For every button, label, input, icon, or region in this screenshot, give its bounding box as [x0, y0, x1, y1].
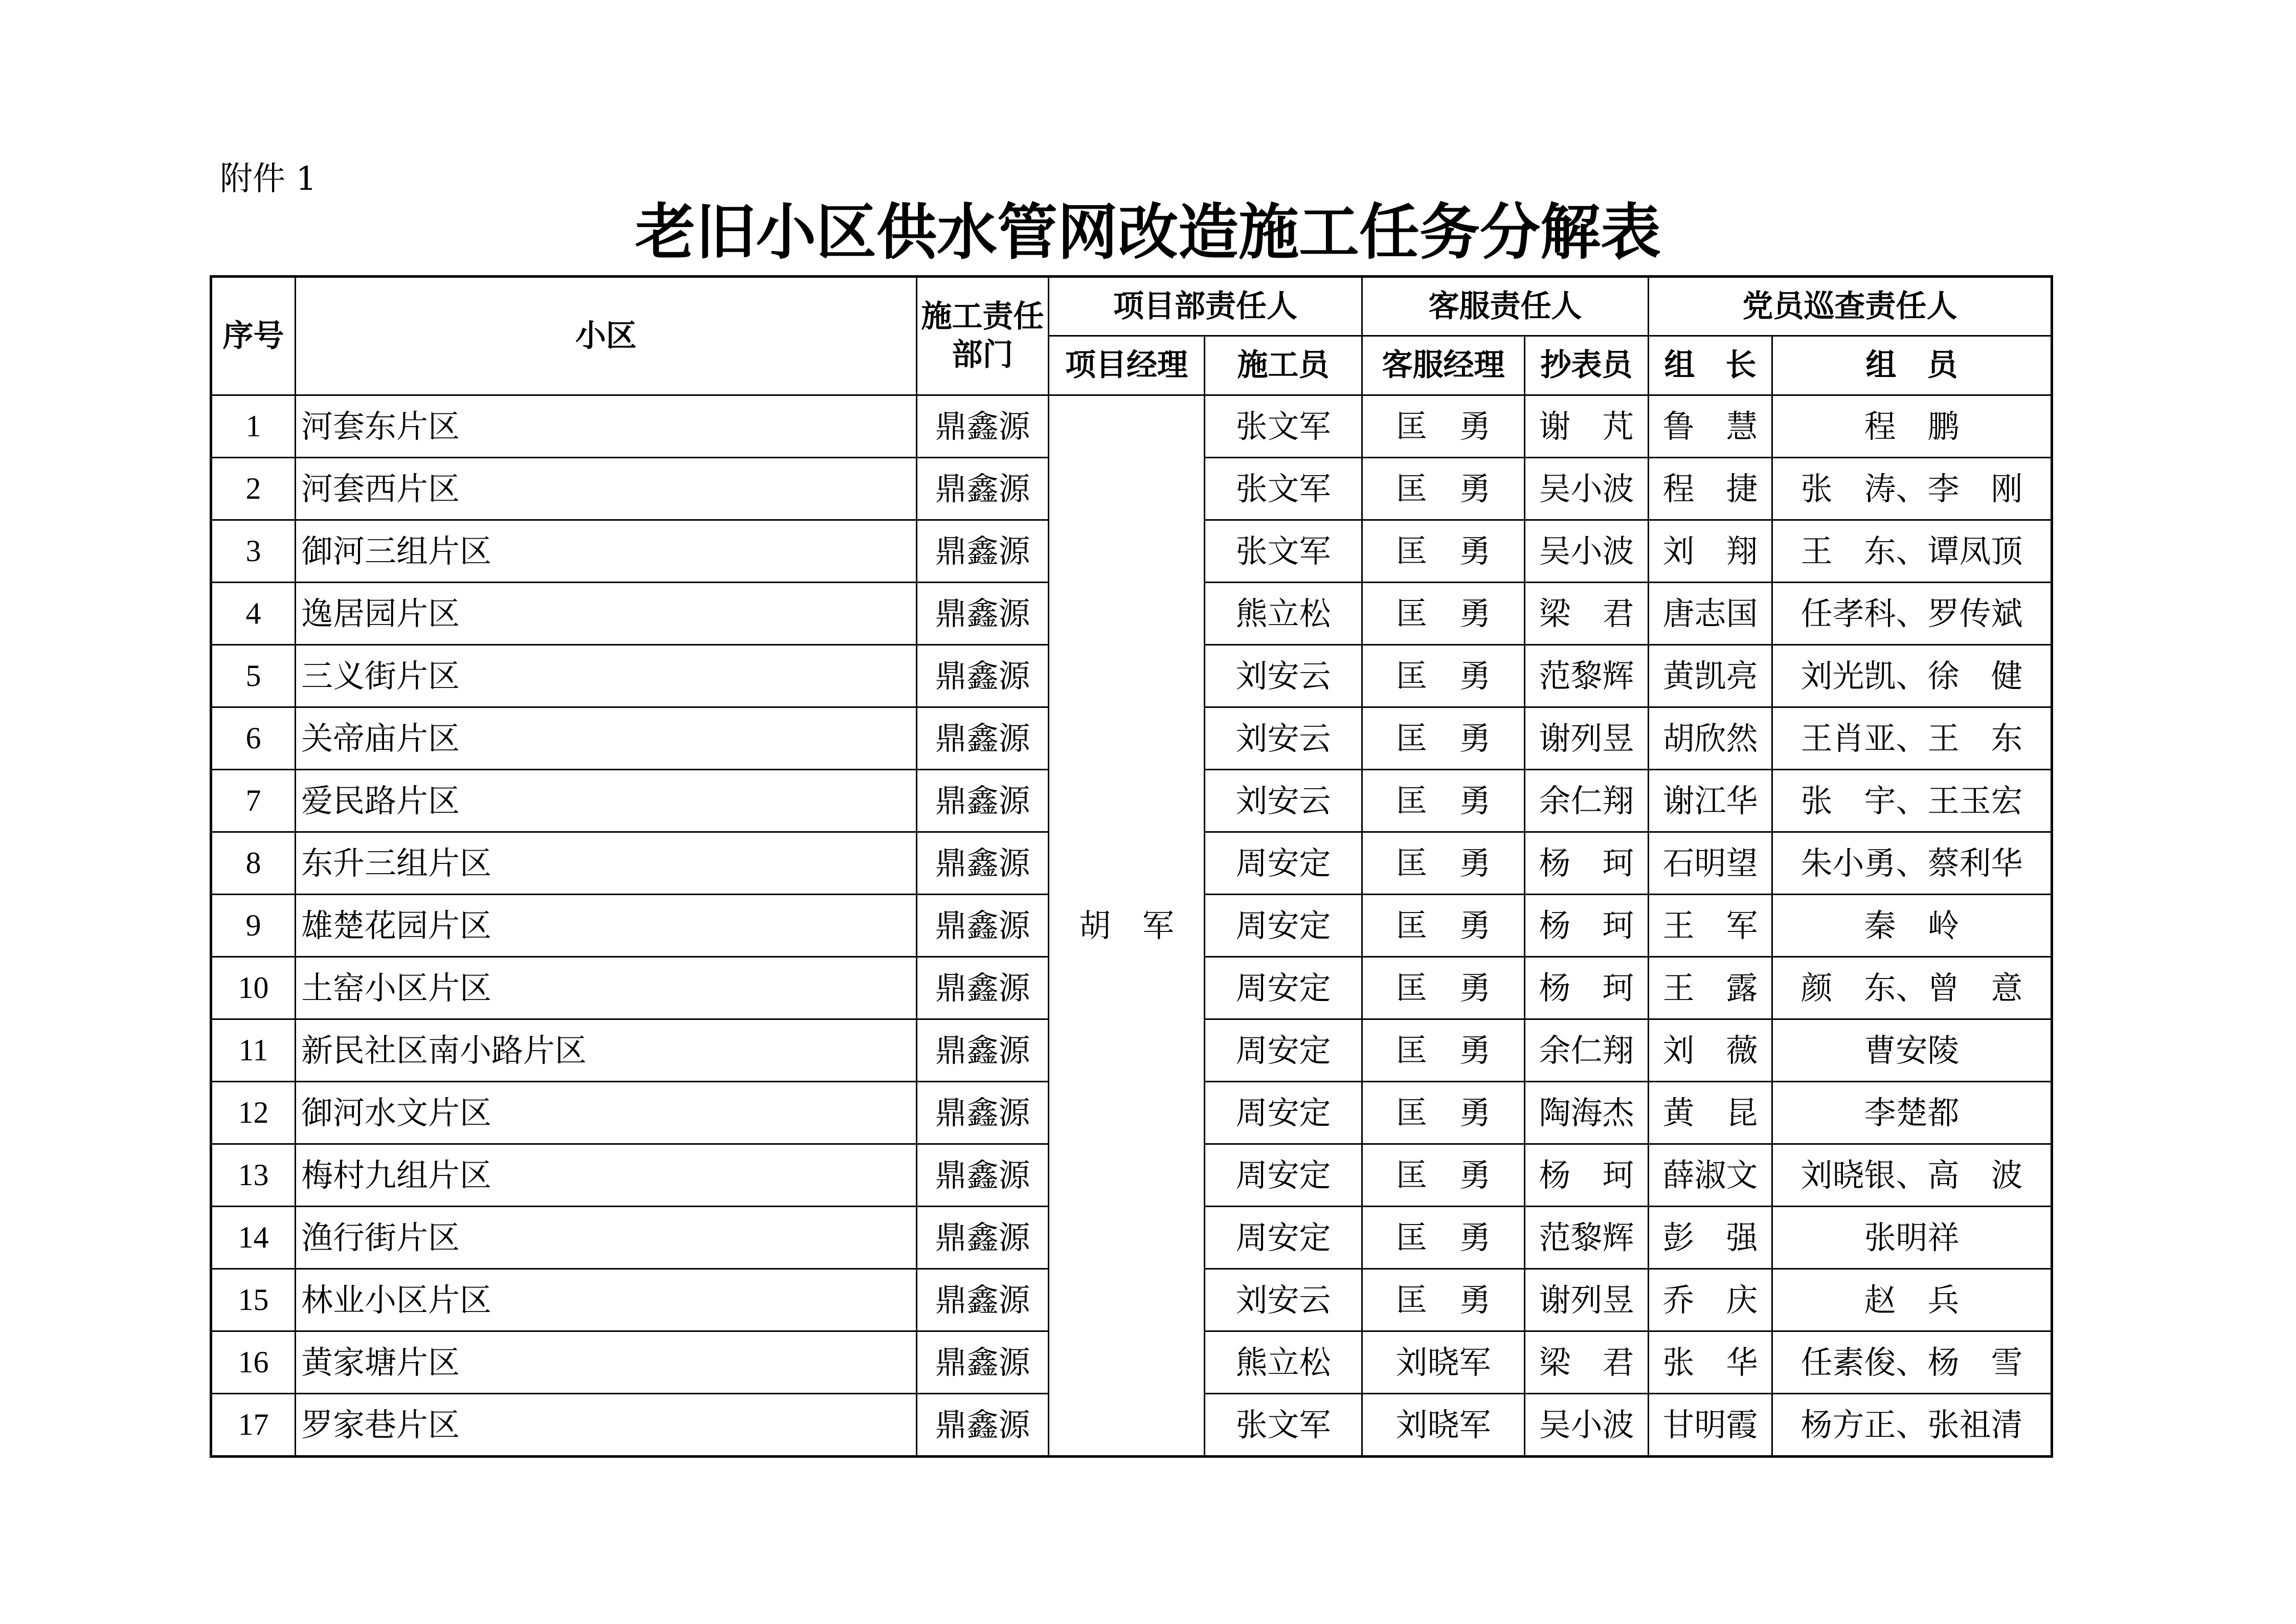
row-district: 逸居园片区: [296, 583, 917, 645]
row-constructor: 张文军: [1205, 395, 1362, 458]
header-constructor: 施工员: [1205, 336, 1362, 395]
row-constructor: 刘安云: [1205, 707, 1362, 770]
header-district: 小区: [296, 277, 917, 395]
row-team-leader: 石明望: [1649, 832, 1772, 895]
row-constructor: 周安定: [1205, 895, 1362, 957]
row-team-leader: 乔 庆: [1649, 1269, 1772, 1331]
row-seq: 13: [211, 1144, 296, 1207]
row-seq: 15: [211, 1269, 296, 1331]
row-dept: 鼎鑫源: [917, 1082, 1049, 1144]
row-district: 东升三组片区: [296, 832, 917, 895]
row-dept: 鼎鑫源: [917, 895, 1049, 957]
row-service-manager: 匡 勇: [1362, 583, 1525, 645]
row-district: 三义街片区: [296, 645, 917, 707]
row-seq: 4: [211, 583, 296, 645]
row-dept: 鼎鑫源: [917, 707, 1049, 770]
row-meter-reader: 杨 珂: [1525, 832, 1649, 895]
row-dept: 鼎鑫源: [917, 583, 1049, 645]
row-seq: 8: [211, 832, 296, 895]
row-meter-reader: 谢列昱: [1525, 1269, 1649, 1331]
row-constructor: 周安定: [1205, 957, 1362, 1019]
row-team-leader: 薛淑文: [1649, 1144, 1772, 1207]
row-team-leader: 张 华: [1649, 1331, 1772, 1394]
row-team-members: 赵 兵: [1772, 1269, 2052, 1331]
row-district: 关帝庙片区: [296, 707, 917, 770]
header-seq: 序号: [211, 277, 296, 395]
row-team-members: 刘光凯、徐 健: [1772, 645, 2052, 707]
row-dept: 鼎鑫源: [917, 1269, 1049, 1331]
row-district: 雄楚花园片区: [296, 895, 917, 957]
project-manager-name: 胡 军: [1049, 395, 1205, 1457]
row-seq: 1: [211, 395, 296, 458]
row-constructor: 熊立松: [1205, 1331, 1362, 1394]
row-seq: 14: [211, 1207, 296, 1269]
row-service-manager: 刘晓军: [1362, 1394, 1525, 1457]
header-service-manager: 客服经理: [1362, 336, 1525, 395]
row-meter-reader: 梁 君: [1525, 1331, 1649, 1394]
row-service-manager: 匡 勇: [1362, 645, 1525, 707]
row-dept: 鼎鑫源: [917, 395, 1049, 458]
row-dept: 鼎鑫源: [917, 645, 1049, 707]
row-seq: 3: [211, 520, 296, 583]
row-constructor: 刘安云: [1205, 1269, 1362, 1331]
row-district: 渔行街片区: [296, 1207, 917, 1269]
row-district: 土窑小区片区: [296, 957, 917, 1019]
row-team-leader: 谢江华: [1649, 770, 1772, 832]
header-dept: 施工责任部门: [917, 277, 1049, 395]
row-service-manager: 匡 勇: [1362, 1082, 1525, 1144]
row-meter-reader: 吴小波: [1525, 520, 1649, 583]
row-meter-reader: 谢列昱: [1525, 707, 1649, 770]
row-dept: 鼎鑫源: [917, 1207, 1049, 1269]
row-service-manager: 匡 勇: [1362, 520, 1525, 583]
row-service-manager: 匡 勇: [1362, 1144, 1525, 1207]
row-meter-reader: 谢 芃: [1525, 395, 1649, 458]
row-team-members: 曹安陵: [1772, 1019, 2052, 1082]
header-meter-reader: 抄表员: [1525, 336, 1649, 395]
row-district: 河套东片区: [296, 395, 917, 458]
row-service-manager: 匡 勇: [1362, 458, 1525, 520]
row-team-members: 杨方正、张祖清: [1772, 1394, 2052, 1457]
row-meter-reader: 余仁翔: [1525, 1019, 1649, 1082]
row-team-leader: 黄凯亮: [1649, 645, 1772, 707]
row-dept: 鼎鑫源: [917, 832, 1049, 895]
row-seq: 7: [211, 770, 296, 832]
row-service-manager: 匡 勇: [1362, 770, 1525, 832]
row-dept: 鼎鑫源: [917, 1144, 1049, 1207]
row-dept: 鼎鑫源: [917, 770, 1049, 832]
row-district: 御河水文片区: [296, 1082, 917, 1144]
row-service-manager: 匡 勇: [1362, 895, 1525, 957]
row-constructor: 周安定: [1205, 1082, 1362, 1144]
row-district: 黄家塘片区: [296, 1331, 917, 1394]
row-team-members: 张明祥: [1772, 1207, 2052, 1269]
row-seq: 2: [211, 458, 296, 520]
row-team-members: 颜 东、曾 意: [1772, 957, 2052, 1019]
row-team-members: 张 涛、李 刚: [1772, 458, 2052, 520]
header-team-member: 组 员: [1772, 336, 2052, 395]
row-seq: 10: [211, 957, 296, 1019]
row-meter-reader: 范黎辉: [1525, 645, 1649, 707]
row-team-leader: 王 露: [1649, 957, 1772, 1019]
row-district: 罗家巷片区: [296, 1394, 917, 1457]
row-team-members: 李楚都: [1772, 1082, 2052, 1144]
row-team-leader: 甘明霞: [1649, 1394, 1772, 1457]
row-team-members: 程 鹏: [1772, 395, 2052, 458]
row-team-leader: 唐志国: [1649, 583, 1772, 645]
row-team-leader: 刘 翔: [1649, 520, 1772, 583]
header-patrol-group: 党员巡查责任人: [1649, 277, 2052, 336]
row-district: 新民社区南小路片区: [296, 1019, 917, 1082]
row-meter-reader: 杨 珂: [1525, 1144, 1649, 1207]
row-seq: 11: [211, 1019, 296, 1082]
row-meter-reader: 吴小波: [1525, 458, 1649, 520]
row-meter-reader: 余仁翔: [1525, 770, 1649, 832]
row-service-manager: 匡 勇: [1362, 957, 1525, 1019]
document-title: 老旧小区供水管网改造施工任务分解表: [635, 197, 1661, 268]
row-seq: 16: [211, 1331, 296, 1394]
row-dept: 鼎鑫源: [917, 957, 1049, 1019]
table-row: [211, 395, 2052, 458]
row-team-leader: 彭 强: [1649, 1207, 1772, 1269]
row-constructor: 熊立松: [1205, 583, 1362, 645]
row-seq: 6: [211, 707, 296, 770]
row-team-members: 朱小勇、蔡利华: [1772, 832, 2052, 895]
row-team-leader: 王 军: [1649, 895, 1772, 957]
row-team-members: 任孝科、罗传斌: [1772, 583, 2052, 645]
row-service-manager: 匡 勇: [1362, 1019, 1525, 1082]
row-meter-reader: 范黎辉: [1525, 1207, 1649, 1269]
row-dept: 鼎鑫源: [917, 1019, 1049, 1082]
row-team-members: 张 宇、王玉宏: [1772, 770, 2052, 832]
row-team-leader: 鲁 慧: [1649, 395, 1772, 458]
row-team-members: 王 东、谭凤顶: [1772, 520, 2052, 583]
row-district: 爱民路片区: [296, 770, 917, 832]
header-project-group: 项目部责任人: [1049, 277, 1362, 336]
header-service-group: 客服责任人: [1362, 277, 1649, 336]
row-meter-reader: 陶海杰: [1525, 1082, 1649, 1144]
row-seq: 5: [211, 645, 296, 707]
task-table: [210, 275, 2053, 1458]
row-team-members: 刘晓银、高 波: [1772, 1144, 2052, 1207]
row-constructor: 周安定: [1205, 1019, 1362, 1082]
row-constructor: 周安定: [1205, 1207, 1362, 1269]
attachment-label: 附件 1: [220, 160, 317, 198]
row-dept: 鼎鑫源: [917, 1331, 1049, 1394]
row-service-manager: 匡 勇: [1362, 395, 1525, 458]
row-seq: 17: [211, 1394, 296, 1457]
row-meter-reader: 杨 珂: [1525, 957, 1649, 1019]
row-dept: 鼎鑫源: [917, 1394, 1049, 1457]
row-seq: 9: [211, 895, 296, 957]
row-service-manager: 匡 勇: [1362, 707, 1525, 770]
row-meter-reader: 梁 君: [1525, 583, 1649, 645]
row-team-members: 任素俊、杨 雪: [1772, 1331, 2052, 1394]
row-constructor: 张文军: [1205, 520, 1362, 583]
row-service-manager: 刘晓军: [1362, 1331, 1525, 1394]
row-team-leader: 刘 薇: [1649, 1019, 1772, 1082]
row-constructor: 刘安云: [1205, 645, 1362, 707]
row-service-manager: 匡 勇: [1362, 1207, 1525, 1269]
row-constructor: 刘安云: [1205, 770, 1362, 832]
row-dept: 鼎鑫源: [917, 458, 1049, 520]
row-constructor: 张文军: [1205, 1394, 1362, 1457]
row-district: 御河三组片区: [296, 520, 917, 583]
row-team-leader: 程 捷: [1649, 458, 1772, 520]
header-team-leader: 组 长: [1649, 336, 1772, 395]
row-constructor: 张文军: [1205, 458, 1362, 520]
row-seq: 12: [211, 1082, 296, 1144]
header-project-manager: 项目经理: [1049, 336, 1205, 395]
row-district: 河套西片区: [296, 458, 917, 520]
row-team-leader: 胡欣然: [1649, 707, 1772, 770]
row-constructor: 周安定: [1205, 1144, 1362, 1207]
row-meter-reader: 吴小波: [1525, 1394, 1649, 1457]
row-district: 林业小区片区: [296, 1269, 917, 1331]
row-constructor: 周安定: [1205, 832, 1362, 895]
row-dept: 鼎鑫源: [917, 520, 1049, 583]
row-service-manager: 匡 勇: [1362, 1269, 1525, 1331]
row-district: 梅村九组片区: [296, 1144, 917, 1207]
row-team-members: 秦 岭: [1772, 895, 2052, 957]
row-team-leader: 黄 昆: [1649, 1082, 1772, 1144]
row-service-manager: 匡 勇: [1362, 832, 1525, 895]
row-team-members: 王肖亚、王 东: [1772, 707, 2052, 770]
header-row-1: [211, 277, 2052, 336]
row-meter-reader: 杨 珂: [1525, 895, 1649, 957]
